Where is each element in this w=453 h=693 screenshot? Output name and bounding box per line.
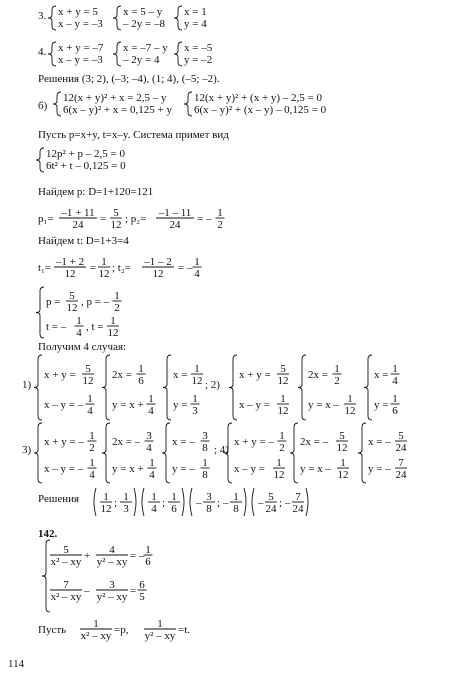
t2-result-numerator: 1: [194, 256, 200, 268]
p-root-text: p =: [46, 296, 61, 308]
case-4-frac-d-numerator: 1: [340, 457, 346, 469]
p142-frac-1-denominator: x² – xy: [50, 556, 82, 568]
item-3-system-3-eq2: y = 4: [184, 18, 207, 30]
p142-frac-6-denominator: 5: [139, 591, 145, 603]
item-4-label: 4.: [38, 46, 47, 58]
solution-3-a-denominator: 8: [206, 503, 212, 515]
part-b-system-1-eq1: 12(x + y)² + x = 2,5 – y: [63, 92, 167, 104]
item-3-system-3-eq1: x = 1: [184, 6, 207, 18]
p142-frac-5-denominator: y² – xy: [96, 591, 128, 603]
p142-frac-4-denominator: x² – xy: [50, 591, 82, 603]
solution-4-minus-a: –: [258, 497, 264, 509]
p142-eq-2: =: [130, 585, 137, 597]
case-3-frac-e-denominator: 8: [202, 442, 208, 454]
case-3-frac-d-denominator: 4: [149, 469, 155, 481]
solution-4-close: [306, 488, 308, 516]
part-b-system-1-brace: [53, 92, 61, 116]
case-2-frac-e-denominator: 4: [392, 375, 398, 387]
solution-3-open: [190, 488, 192, 516]
case-3-frac-c-numerator: 3: [146, 430, 152, 442]
solution-1-a-numerator: 1: [103, 491, 109, 503]
p2-equals: = –: [197, 213, 212, 225]
case-3-eq: x + y = –: [44, 436, 84, 448]
case-2-frac-e-numerator: 1: [392, 363, 398, 375]
case-2-step-2: y = x –: [308, 399, 339, 411]
case-4-frac-b-numerator: 1: [276, 457, 282, 469]
p142-frac-4-numerator: 7: [63, 579, 69, 591]
solution-2-sep: ;: [162, 497, 166, 509]
item-3-system-1-eq1: x + y = 5: [58, 6, 98, 18]
case-3-frac-a-numerator: 1: [89, 430, 95, 442]
case-4-label: ; 4): [214, 444, 229, 456]
part-b-system-1-eq2: 6(x – y)² + x = 0,125 + y: [63, 104, 172, 116]
solutions-line-1: Решения (3; 2), (–3; –4), (1; 4), (–5; –2).: [38, 73, 220, 85]
p142-frac-5-numerator: 3: [109, 579, 115, 591]
last-frac-t-numerator: 1: [157, 618, 163, 630]
case-2-eq: x + y =: [239, 369, 271, 381]
solution-2-a-denominator: 4: [151, 503, 157, 515]
case-1-frac-a-denominator: 12: [82, 375, 94, 387]
case-4-x: x = –: [368, 436, 391, 448]
case-3-step: 2x = –: [112, 436, 141, 448]
case-2-eq-2: x – y =: [239, 399, 270, 411]
case-2-step: 2x =: [308, 369, 328, 381]
p2-fraction-denominator: 24: [169, 219, 181, 231]
p2-result-numerator: 1: [217, 207, 223, 219]
t1-equals: =: [90, 262, 97, 274]
case-2-frac-c-numerator: 1: [334, 363, 340, 375]
last-frac-p-numerator: 1: [93, 618, 99, 630]
pt-system-brace: [36, 148, 44, 172]
t2-result-denominator: 4: [194, 268, 200, 280]
solution-1-close: [134, 488, 136, 516]
case-3-eq-2: x – y = –: [44, 463, 84, 475]
substitution-text: Пусть p=x+y, t=x–y. Система примет вид: [38, 129, 229, 141]
p2-fraction-numerator: –1 – 11: [158, 207, 192, 219]
case-3-frac-a-denominator: 2: [89, 442, 95, 454]
item-4-system-2-brace: [113, 42, 121, 66]
case-2-brace-2: [298, 355, 306, 420]
case-1-frac-b-numerator: 1: [87, 393, 93, 405]
part-b-system-2-eq1: 12(x + y)² + (x + y) – 2,5 = 0: [194, 92, 323, 104]
case-2-brace-1: [229, 355, 237, 420]
case-1-step-2: y = x +: [112, 399, 144, 411]
solution-3-a-numerator: 3: [206, 491, 212, 503]
case-1-y: y =: [173, 399, 188, 411]
case-3-x: x = –: [172, 436, 195, 448]
item-3-system-3-brace: [174, 6, 182, 30]
p2-label: ; p₂=: [125, 213, 147, 225]
t-root-value-numerator: 1: [76, 315, 82, 327]
solution-2-a-numerator: 1: [151, 491, 157, 503]
case-1-x: x =: [173, 369, 188, 381]
item-3-system-1-brace: [48, 6, 56, 30]
solution-1-b-denominator: 3: [123, 503, 129, 515]
t-root-text-2: , t =: [86, 321, 104, 333]
p1-fraction-numerator: –1 + 11: [61, 207, 95, 219]
case-4-frac-e-denominator: 24: [395, 442, 407, 454]
pt-system-eq1: 12p² + p – 2,5 = 0: [46, 148, 125, 160]
t2-fraction-numerator: –1 – 2: [144, 256, 172, 268]
item-3-system-2-brace: [113, 6, 121, 30]
find-p-text: Найдем p: D=1+120=121: [38, 186, 154, 198]
case-1-step: 2x =: [112, 369, 132, 381]
t1-result-denominator: 12: [98, 268, 110, 280]
case-3-frac-d-numerator: 1: [149, 457, 155, 469]
item-3-system-2-eq2: – 2y = –8: [123, 18, 165, 30]
case-2-frac-a-denominator: 12: [277, 375, 289, 387]
case-3-label: 3): [22, 444, 32, 456]
item-4-system-1-eq1: x + y = –7: [58, 42, 104, 54]
case-4-frac-d-denominator: 12: [337, 469, 349, 481]
page-number: 114: [8, 658, 25, 670]
case-1-brace-3: [163, 355, 171, 420]
solution-3-close: [244, 488, 246, 516]
t2-label: ; t₂=: [112, 262, 131, 274]
solution-1-sep: ;: [114, 497, 118, 509]
p-root-value-2-denominator: 2: [114, 302, 120, 314]
p-root-value-2-numerator: 1: [114, 290, 120, 302]
case-3-frac-b-numerator: 1: [89, 457, 95, 469]
p-root-value-numerator: 5: [69, 290, 75, 302]
item-4-system-2-eq2: – 2y = 4: [123, 54, 160, 66]
t2-fraction-denominator: 12: [152, 268, 164, 280]
solution-3-sep: ;: [217, 497, 221, 509]
item-4-system-1-brace: [48, 42, 56, 66]
case-4-frac-e-numerator: 5: [398, 430, 404, 442]
case-2-frac-b-numerator: 1: [280, 393, 286, 405]
p142-eq: = –: [130, 550, 145, 562]
pt-system-eq2: 6t² + t – 0,125 = 0: [46, 160, 126, 172]
case-3-brace-3: [162, 423, 170, 483]
last-frac-t-denominator: y² – xy: [144, 630, 176, 642]
case-4-frac-f-denominator: 24: [395, 469, 407, 481]
solution-4-b-denominator: 24: [292, 503, 304, 515]
case-3-frac-f-numerator: 1: [202, 457, 208, 469]
p-root-value-denominator: 12: [66, 302, 78, 314]
p1-fraction-denominator: 24: [72, 219, 84, 231]
part-b-system-2-eq2: 6(x – y)² + (x – y) – 0,125 = 0: [194, 104, 327, 116]
t1-fraction-numerator: –1 + 2: [55, 256, 85, 268]
item-4-system-3-eq1: x = –5: [184, 42, 213, 54]
part-b-system-2-brace: [184, 92, 192, 116]
case-2-x: x =: [374, 369, 389, 381]
solution-1-a-denominator: 12: [100, 503, 112, 515]
solution-1-b-numerator: 1: [123, 491, 129, 503]
case-3-frac-f-denominator: 8: [202, 469, 208, 481]
solution-1-open: [94, 488, 96, 516]
p1-label: p₁=: [38, 213, 54, 225]
case-2-frac-d-numerator: 1: [347, 393, 353, 405]
last-p: =p,: [114, 624, 129, 636]
item-4-system-1-eq2: x – y = –3: [58, 54, 103, 66]
case-2-frac-c-denominator: 2: [334, 375, 340, 387]
p1-equals: =: [100, 213, 107, 225]
case-1-frac-f-numerator: 1: [192, 393, 198, 405]
part-b-label: б): [38, 100, 48, 112]
item-4-system-3-brace: [174, 42, 182, 66]
p-root-text-2: , p = –: [81, 296, 110, 308]
p1-result-denominator: 12: [110, 219, 122, 231]
t-root-value-denominator: 4: [76, 327, 82, 339]
item-3-system-1-eq2: x – y = –3: [58, 18, 103, 30]
case-1-frac-b-denominator: 4: [87, 405, 93, 417]
p142-frac-3-denominator: 6: [145, 556, 151, 568]
solutions-label-2: Решения: [38, 493, 80, 505]
case-4-brace-3: [358, 423, 366, 483]
item-4-system-3-eq2: y = –2: [184, 54, 213, 66]
case-1-frac-d-denominator: 4: [148, 405, 154, 417]
p142-frac-6-numerator: 6: [139, 579, 145, 591]
p142-frac-2-denominator: y² – xy: [96, 556, 128, 568]
solution-4-minus-b: –: [285, 497, 291, 509]
case-4-frac-b-denominator: 12: [273, 469, 285, 481]
solution-2-b-numerator: 1: [171, 491, 177, 503]
case-4-frac-a-numerator: 1: [279, 430, 285, 442]
case-4-y: y = –: [368, 463, 391, 475]
case-4-frac-c-denominator: 12: [336, 442, 348, 454]
find-t-text: Найдем t: D=1+3=4: [38, 235, 129, 247]
case-2-label: ; 2): [205, 379, 220, 391]
item-4-system-2-eq1: x = –7 – y: [123, 42, 168, 54]
case-1-frac-d-numerator: 1: [148, 393, 154, 405]
solution-3-minus-b: –: [223, 497, 229, 509]
case-1-frac-c-denominator: 6: [138, 375, 144, 387]
case-1-frac-e-numerator: 1: [194, 363, 200, 375]
solution-3-b-numerator: 1: [233, 491, 239, 503]
case-1-brace-2: [102, 355, 110, 420]
four-cases-text: Получим 4 случая:: [38, 341, 127, 353]
solution-4-a-numerator: 5: [268, 491, 274, 503]
case-4-brace-2: [290, 423, 298, 483]
case-4-step: 2x = –: [300, 436, 329, 448]
case-2-frac-f-numerator: 1: [392, 393, 398, 405]
case-1-frac-f-denominator: 3: [192, 405, 198, 417]
solution-2-b-denominator: 6: [171, 503, 177, 515]
item-3-system-2-eq1: x = 5 – y: [123, 6, 163, 18]
case-1-frac-c-numerator: 1: [138, 363, 144, 375]
p142-frac-1-numerator: 5: [63, 544, 69, 556]
solution-3-minus-a: –: [196, 497, 202, 509]
case-2-frac-d-denominator: 12: [344, 405, 356, 417]
case-4-frac-f-numerator: 7: [398, 457, 404, 469]
case-3-frac-c-denominator: 4: [146, 442, 152, 454]
case-1-frac-e-denominator: 12: [191, 375, 203, 387]
case-4-frac-c-numerator: 5: [339, 430, 345, 442]
case-2-frac-b-denominator: 12: [277, 405, 289, 417]
t-root-text: t = –: [46, 321, 67, 333]
case-4-eq-2: x – y =: [234, 463, 265, 475]
t-root-value-2-numerator: 1: [110, 315, 116, 327]
case-1-frac-a-numerator: 5: [85, 363, 91, 375]
solution-2-open: [142, 488, 144, 516]
case-2-brace-3: [364, 355, 372, 420]
case-3-y: y = –: [172, 463, 195, 475]
last-t: =t.: [178, 624, 191, 636]
t1-fraction-denominator: 12: [64, 268, 76, 280]
p142-minus: –: [84, 585, 90, 597]
case-3-brace-1: [34, 423, 42, 483]
case-3-frac-b-denominator: 4: [89, 469, 95, 481]
case-1-label: 1): [22, 379, 32, 391]
solution-4-sep: ;: [279, 497, 283, 509]
problem-142-brace: [42, 540, 50, 612]
item-3-label: 3.: [38, 10, 47, 22]
last-pusть: Пусть: [38, 624, 67, 636]
t2-equals: = –: [178, 262, 193, 274]
t-root-value-2-denominator: 12: [107, 327, 119, 339]
case-1-eq: x + y =: [44, 369, 76, 381]
case-3-brace-2: [102, 423, 110, 483]
last-frac-p-denominator: x² – xy: [80, 630, 112, 642]
solution-4-a-denominator: 24: [265, 503, 277, 515]
p142-frac-2-numerator: 4: [109, 544, 115, 556]
t1-label: t₁=: [38, 262, 52, 274]
case-2-frac-f-denominator: 6: [392, 405, 398, 417]
case-4-frac-a-denominator: 2: [279, 442, 285, 454]
case-3-step-2: y = x +: [112, 463, 144, 475]
problem-number: 142.: [38, 528, 58, 540]
p2-result-denominator: 2: [217, 219, 223, 231]
case-3-frac-e-numerator: 3: [202, 430, 208, 442]
solution-3-b-denominator: 8: [233, 503, 239, 515]
t1-result-numerator: 1: [101, 256, 107, 268]
p142-frac-3-numerator: 1: [145, 544, 151, 556]
solution-2-close: [182, 488, 184, 516]
case-2-y: y =: [374, 399, 389, 411]
p1-result-numerator: 5: [113, 207, 119, 219]
case-4-eq: x + y = –: [234, 436, 274, 448]
case-4-step-2: y = x –: [300, 463, 331, 475]
case-1-brace-1: [34, 355, 42, 420]
solution-4-b-numerator: 7: [295, 491, 301, 503]
case-2-frac-a-numerator: 5: [280, 363, 286, 375]
case-1-eq-2: x – y = –: [44, 399, 84, 411]
p142-plus: +: [84, 550, 91, 562]
solution-4-open: [252, 488, 254, 516]
pt-roots-brace: [36, 287, 44, 338]
